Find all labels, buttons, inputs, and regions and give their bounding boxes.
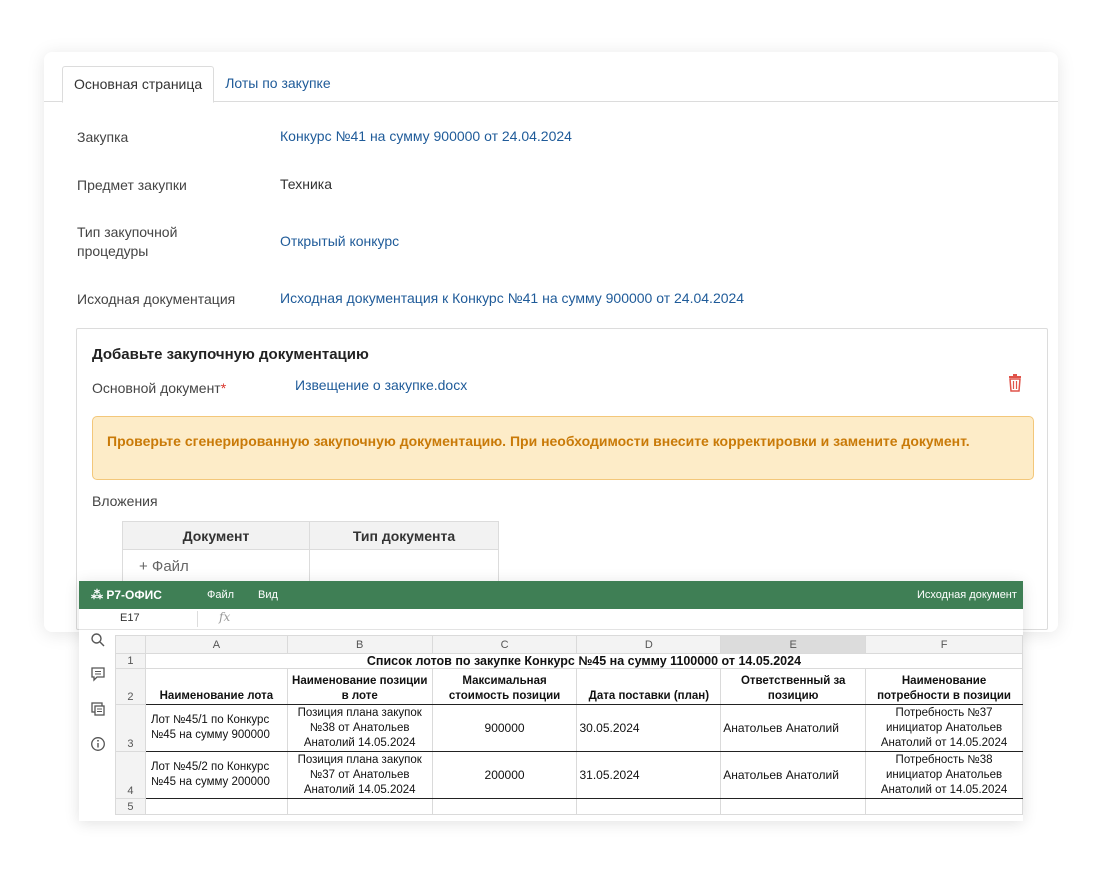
row-header-4[interactable]: 4 [116, 752, 146, 799]
chat-icon[interactable] [90, 701, 106, 717]
warning-banner: Проверьте сгенерированную закупочную документацию. При необходимости внесите корректировки и замените документ. [92, 416, 1034, 480]
header-delivery-date[interactable]: Дата поставки (план) [577, 669, 721, 705]
table-cell[interactable]: Лот №45/2 по Конкурс №45 на сумму 200000 [145, 752, 287, 799]
attachments-label: Вложения [92, 493, 158, 509]
table-cell[interactable]: 900000 [432, 705, 577, 752]
procedure-link[interactable]: Открытый конкурс [280, 233, 400, 249]
trash-icon[interactable] [1007, 374, 1023, 392]
table-cell[interactable]: Потребность №38 инициатор Анатольев Анатолий от 14.05.2024 [866, 752, 1023, 799]
attach-empty-cell [310, 550, 499, 583]
document-name: Исходная документ [917, 589, 1017, 601]
row-header-2[interactable]: 2 [116, 669, 146, 705]
spreadsheet-toolbar [79, 581, 1023, 609]
table-cell[interactable]: Анатольев Анатолий [721, 705, 866, 752]
spreadsheet-grid [115, 635, 1023, 815]
table-cell[interactable] [721, 799, 866, 815]
fx-icon[interactable]: fx [219, 610, 231, 624]
app-logo: ⁂ Р7-ОФИС [91, 588, 162, 602]
header-position-name[interactable]: Наименование позиции в лоте [287, 669, 432, 705]
header-need-name[interactable]: Наименование потребности в позиции [866, 669, 1023, 705]
main-doc-link[interactable]: Извещение о закупке.docx [295, 377, 468, 393]
table-cell[interactable]: Позиция плана закупок №37 от Анатольев Анатолий 14.05.2024 [287, 752, 432, 799]
col-header-d[interactable]: D [577, 636, 721, 654]
menu-file[interactable]: Файл [207, 589, 235, 601]
table-cell[interactable]: 200000 [432, 752, 577, 799]
col-header-a[interactable]: A [145, 636, 287, 654]
col-header-c[interactable]: C [432, 636, 577, 654]
table-cell[interactable]: 31.05.2024 [577, 752, 721, 799]
subject-label: Предмет закупки [77, 177, 187, 193]
row-header-5[interactable]: 5 [116, 799, 146, 815]
add-file-button[interactable]: + Файл [123, 550, 310, 583]
search-icon[interactable] [90, 632, 106, 648]
attach-col-type: Тип документа [310, 522, 499, 550]
comment-icon[interactable] [90, 666, 106, 682]
spreadsheet-window [79, 581, 1023, 821]
table-cell[interactable] [577, 799, 721, 815]
header-lot-name[interactable]: Наименование лота [145, 669, 287, 705]
cell-reference[interactable]: E17 [120, 612, 140, 624]
tab-main-page[interactable]: Основная страница [62, 66, 214, 103]
table-cell[interactable] [287, 799, 432, 815]
formula-bar [79, 609, 1023, 630]
table-cell[interactable]: Позиция плана закупок №38 от Анатольев Анатолий 14.05.2024 [287, 705, 432, 752]
docs-title: Добавьте закупочную документацию [92, 346, 369, 363]
procedure-label: Тип закупочной процедуры [77, 224, 178, 259]
table-cell[interactable]: Потребность №37 инициатор Анатольев Анатолий от 14.05.2024 [866, 705, 1023, 752]
col-header-e[interactable]: E [721, 636, 866, 654]
sheet-title[interactable]: Список лотов по закупке Конкурс №45 на сумму 1100000 от 14.05.2024 [145, 654, 1022, 669]
row-header-1[interactable]: 1 [116, 654, 146, 669]
table-cell[interactable] [432, 799, 577, 815]
col-header-b[interactable]: B [287, 636, 432, 654]
table-cell[interactable] [866, 799, 1023, 815]
formula-separator [197, 611, 198, 627]
row-header-3[interactable]: 3 [116, 705, 146, 752]
required-mark: * [220, 380, 227, 396]
col-header-f[interactable]: F [866, 636, 1023, 654]
attach-col-document: Документ [123, 522, 310, 550]
source-docs-label: Исходная документация [77, 291, 236, 307]
tabs [62, 66, 342, 102]
main-doc-label: Основной документ* [92, 380, 227, 396]
source-docs-link[interactable]: Исходная документация к Конкурс №41 на сумму 900000 от 24.04.2024 [280, 290, 745, 306]
table-cell[interactable]: 30.05.2024 [577, 705, 721, 752]
header-responsible[interactable]: Ответственный за позицию [721, 669, 866, 705]
grid-corner[interactable] [116, 636, 146, 654]
procurement-card [44, 52, 1058, 632]
table-cell[interactable]: Лот №45/1 по Конкурс №45 на сумму 900000 [145, 705, 287, 752]
header-max-cost[interactable]: Максимальная стоимость позиции [432, 669, 577, 705]
attachments-table [122, 521, 499, 583]
subject-value: Техника [280, 176, 333, 192]
procurement-label: Закупка [77, 129, 129, 145]
logo-icon: ⁂ [91, 588, 107, 602]
procurement-link[interactable]: Конкурс №41 на сумму 900000 от 24.04.2024 [280, 128, 572, 144]
tab-lots[interactable]: Лоты по закупке [225, 75, 331, 91]
table-cell[interactable]: Анатольев Анатолий [721, 752, 866, 799]
menu-view[interactable]: Вид [258, 589, 278, 601]
side-toolbar [79, 629, 115, 821]
info-icon[interactable] [90, 736, 106, 752]
table-cell[interactable] [145, 799, 287, 815]
